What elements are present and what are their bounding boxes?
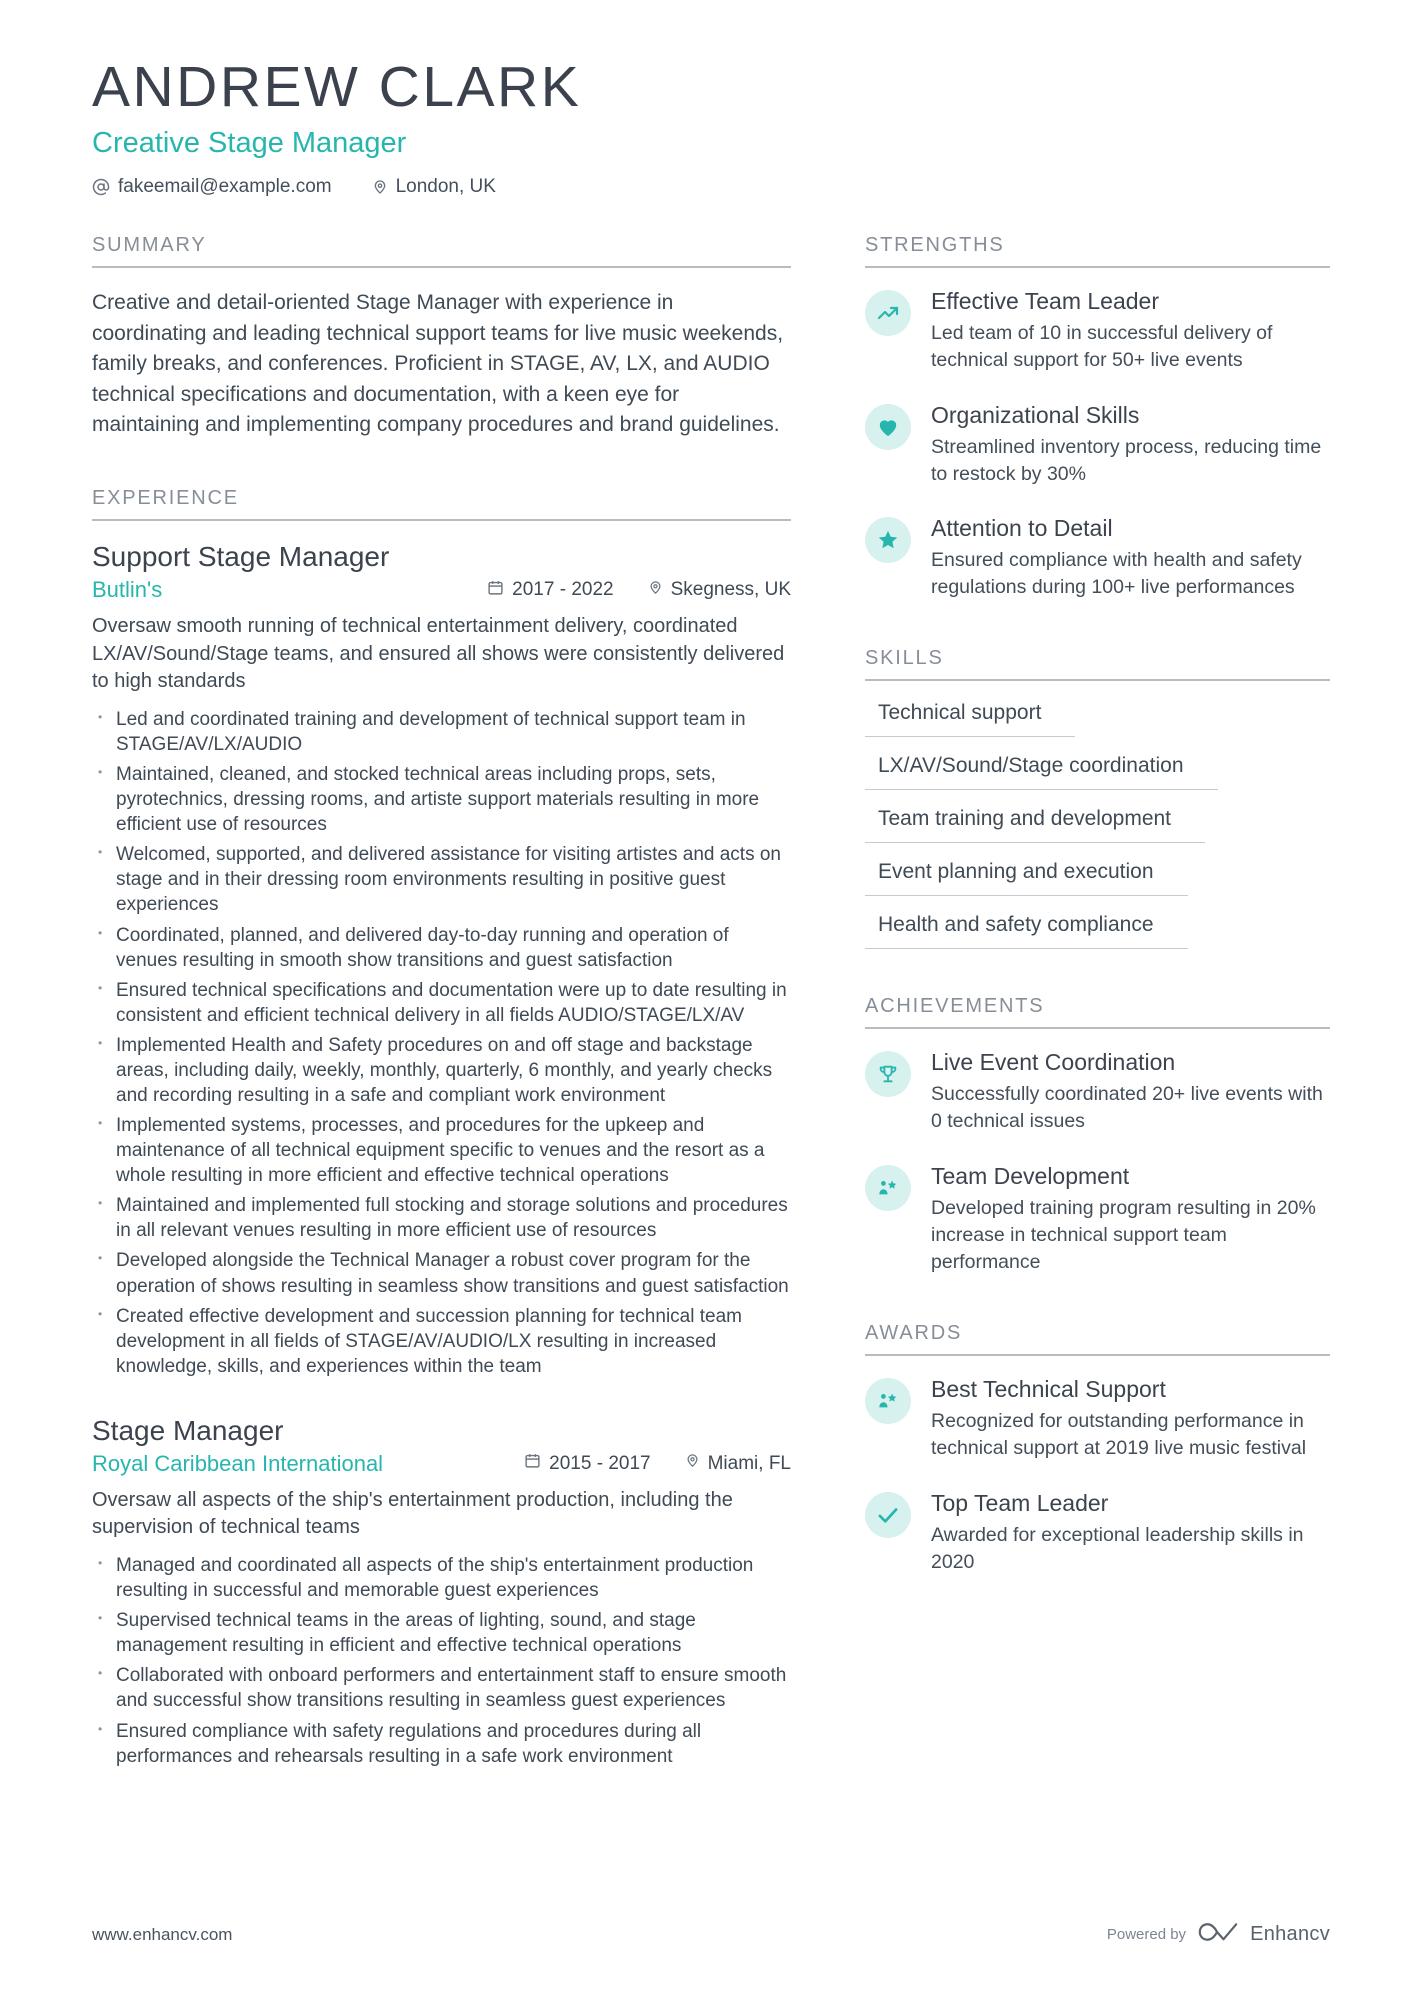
job-bullet-list xyxy=(92,707,791,1379)
achievements-section xyxy=(865,995,1330,1276)
summary-section xyxy=(92,234,791,441)
skills-heading: SKILLS xyxy=(865,647,1330,681)
job-description: Oversaw all aspects of the ship's entertainment production, including the supervision of technical teams xyxy=(92,1488,733,1539)
job-location-text: Skegness, UK xyxy=(670,579,791,601)
skills-section xyxy=(865,647,1330,949)
strength-item xyxy=(865,515,1330,601)
enhancv-logo-icon xyxy=(1198,1920,1238,1949)
resume-columns xyxy=(92,234,1330,1815)
strength-body xyxy=(931,288,1330,374)
bullet-item: • Supervised technical teams in the areas of lighting, sound, and stage management resulting in efficient and effective technical operations xyxy=(92,1608,791,1658)
bullet-item: • Developed alongside the Technical Manager a robust cover program for the operation of shows resulting in seamless show transitions and guest satisfaction xyxy=(92,1248,791,1298)
job-title: Support Stage Manager xyxy=(92,541,390,573)
job-location xyxy=(685,1452,791,1475)
skill-item: Health and safety compliance xyxy=(865,913,1188,949)
bullet-item: • Managed and coordinated all aspects of the ship's entertainment production resulting in successful and memorable guest experiences xyxy=(92,1553,791,1603)
skill-item: Event planning and execution xyxy=(865,860,1188,896)
award-item xyxy=(865,1490,1330,1576)
strength-body xyxy=(931,515,1330,601)
job-dates-text: 2015 - 2017 xyxy=(549,1452,651,1474)
check-icon xyxy=(865,1492,911,1538)
person-star-icon xyxy=(865,1378,911,1424)
strength-text: Ensured compliance with health and safety regulations during 100+ live performances xyxy=(931,549,1302,599)
awards-heading: AWARDS xyxy=(865,1322,1330,1356)
bullet-item: • Maintained, cleaned, and stocked technical areas including props, sets, pyrotechnics, dressing rooms, and artiste support materials resulting in more efficient use of resources xyxy=(92,762,791,837)
map-pin-icon xyxy=(372,178,388,196)
summary-text: Creative and detail-oriented Stage Manager with experience in coordinating and leading technical support teams for live music weekends, family breaks, and conferences. Proficient in STAGE, AV, LX, and AUDIO technical specifications and documentation, with a keen eye for maintaining and implementing company procedures and brand guidelines. xyxy=(92,290,784,437)
strength-title: Organizational Skills xyxy=(931,401,1140,428)
location-text: London, UK xyxy=(395,175,496,197)
achievement-item xyxy=(865,1049,1330,1135)
award-title: Top Team Leader xyxy=(931,1489,1109,1516)
award-text: Recognized for outstanding performance in technical support at 2019 live music festival xyxy=(931,1409,1307,1459)
trending-up-icon xyxy=(865,290,911,336)
right-column xyxy=(865,234,1330,1815)
bullet-item: • Welcomed, supported, and delivered assistance for visiting artistes and acts on stage and in their dressing room environments resulting in positive guest experiences xyxy=(92,842,791,917)
skill-item: LX/AV/Sound/Stage coordination xyxy=(865,754,1218,790)
enhancv-brand-link[interactable]: Enhancv xyxy=(1250,1923,1330,1945)
strength-title: Attention to Detail xyxy=(931,515,1113,542)
powered-by-text: Powered by xyxy=(1106,1926,1187,1943)
award-title: Best Technical Support xyxy=(931,1375,1166,1402)
skill-item: Technical support xyxy=(865,701,1075,737)
bullet-item: • Implemented systems, processes, and procedures for the upkeep and maintenance of all technical equipment specific to venues and the resort as a whole resulting in more efficient and effective technical operations xyxy=(92,1113,791,1188)
award-item xyxy=(865,1376,1330,1462)
award-body xyxy=(931,1490,1330,1576)
achievement-item xyxy=(865,1163,1330,1276)
job-location-text: Miami, FL xyxy=(707,1452,791,1474)
candidate-name: ANDREW CLARK xyxy=(92,55,582,119)
star-icon xyxy=(865,517,911,563)
strength-title: Effective Team Leader xyxy=(931,287,1160,314)
person-star-icon xyxy=(865,1165,911,1211)
job-dates xyxy=(524,1452,650,1475)
powered-by-block xyxy=(1107,1920,1330,1949)
skill-item: Team training and development xyxy=(865,807,1205,843)
strength-body xyxy=(931,402,1330,488)
bullet-item: • Coordinated, planned, and delivered day-to-day running and operation of venues resulting in smooth show transitions and guest satisfaction xyxy=(92,923,791,973)
location-contact xyxy=(372,176,496,198)
heart-icon xyxy=(865,404,911,450)
award-text: Awarded for exceptional leadership skills in 2020 xyxy=(931,1523,1304,1573)
awards-section xyxy=(865,1322,1330,1576)
bullet-item: • Ensured technical specifications and documentation were up to date resulting in consistent and efficient technical delivery in all fields AUDIO/STAGE/LX/AV xyxy=(92,978,791,1028)
job-dates xyxy=(487,579,613,602)
job-meta-row xyxy=(92,577,791,603)
calendar-icon xyxy=(524,1452,541,1475)
job-meta-row xyxy=(92,1451,791,1477)
job-description: Oversaw smooth running of technical entertainment delivery, coordinated LX/AV/Sound/Stage teams, and ensured all shows were consistently delivered to high standards xyxy=(92,615,785,693)
at-sign-icon xyxy=(92,178,110,196)
summary-heading: SUMMARY xyxy=(92,234,791,268)
strength-item xyxy=(865,402,1330,488)
achievement-body xyxy=(931,1049,1330,1135)
achievement-body xyxy=(931,1163,1330,1276)
map-pin-icon xyxy=(685,1452,700,1475)
achievement-title: Team Development xyxy=(931,1163,1130,1190)
company-name: Royal Caribbean International xyxy=(92,1450,384,1476)
bullet-item: • Ensured compliance with safety regulations and procedures during all performances and rehearsals resulting in a safe work environment xyxy=(92,1719,791,1769)
left-column xyxy=(92,234,791,1815)
strength-item xyxy=(865,288,1330,374)
bullet-item: • Led and coordinated training and development of technical support team in STAGE/AV/LX/AUDIO xyxy=(92,707,791,757)
contact-row xyxy=(92,176,1330,198)
candidate-title: Creative Stage Manager xyxy=(92,126,407,159)
bullet-item: • Collaborated with onboard performers and entertainment staff to ensure smooth and successful show transitions resulting in seamless guest experiences xyxy=(92,1663,791,1713)
email-contact xyxy=(92,176,332,198)
job-dates-text: 2017 - 2022 xyxy=(512,579,614,601)
job-entry xyxy=(92,1415,791,1769)
job-location xyxy=(648,579,791,602)
email-text: fakeemail@example.com xyxy=(118,175,332,197)
bullet-item: • Created effective development and succession planning for technical team development in all fields of STAGE/AV/AUDIO/LX resulting in increased knowledge, skills, and experiences within the team xyxy=(92,1304,791,1379)
achievement-title: Live Event Coordination xyxy=(931,1049,1176,1076)
job-bullet-list xyxy=(92,1553,791,1769)
job-entry xyxy=(92,541,791,1379)
calendar-icon xyxy=(487,579,504,602)
trophy-icon xyxy=(865,1051,911,1097)
enhancv-website-link[interactable]: www.enhancv.com xyxy=(92,1924,233,1944)
experience-heading: EXPERIENCE xyxy=(92,487,791,521)
achievement-text: Successfully coordinated 20+ live events with 0 technical issues xyxy=(931,1083,1323,1133)
bullet-item: • Implemented Health and Safety procedures on and off stage and backstage areas, including daily, weekly, monthly, quarterly, 6 monthly, and yearly checks and recording resulting in a safe and compliant work environment xyxy=(92,1033,791,1108)
bullet-item: • Maintained and implemented full stocking and storage solutions and procedures in all relevant venues resulting in more efficient use of resources xyxy=(92,1193,791,1243)
achievements-heading: ACHIEVEMENTS xyxy=(865,995,1330,1029)
experience-section xyxy=(92,487,791,1769)
strengths-section xyxy=(865,234,1330,601)
strengths-heading: STRENGTHS xyxy=(865,234,1330,268)
strength-text: Led team of 10 in successful delivery of technical support for 50+ live events xyxy=(931,321,1273,371)
map-pin-icon xyxy=(648,579,663,602)
job-title: Stage Manager xyxy=(92,1414,284,1446)
award-body xyxy=(931,1376,1330,1462)
page-footer xyxy=(92,1920,1330,1949)
strength-text: Streamlined inventory process, reducing time to restock by 30% xyxy=(931,435,1322,485)
resume-header xyxy=(92,55,1330,198)
achievement-text: Developed training program resulting in 20% increase in technical support team performance xyxy=(931,1197,1316,1273)
company-name: Butlin's xyxy=(92,577,163,603)
